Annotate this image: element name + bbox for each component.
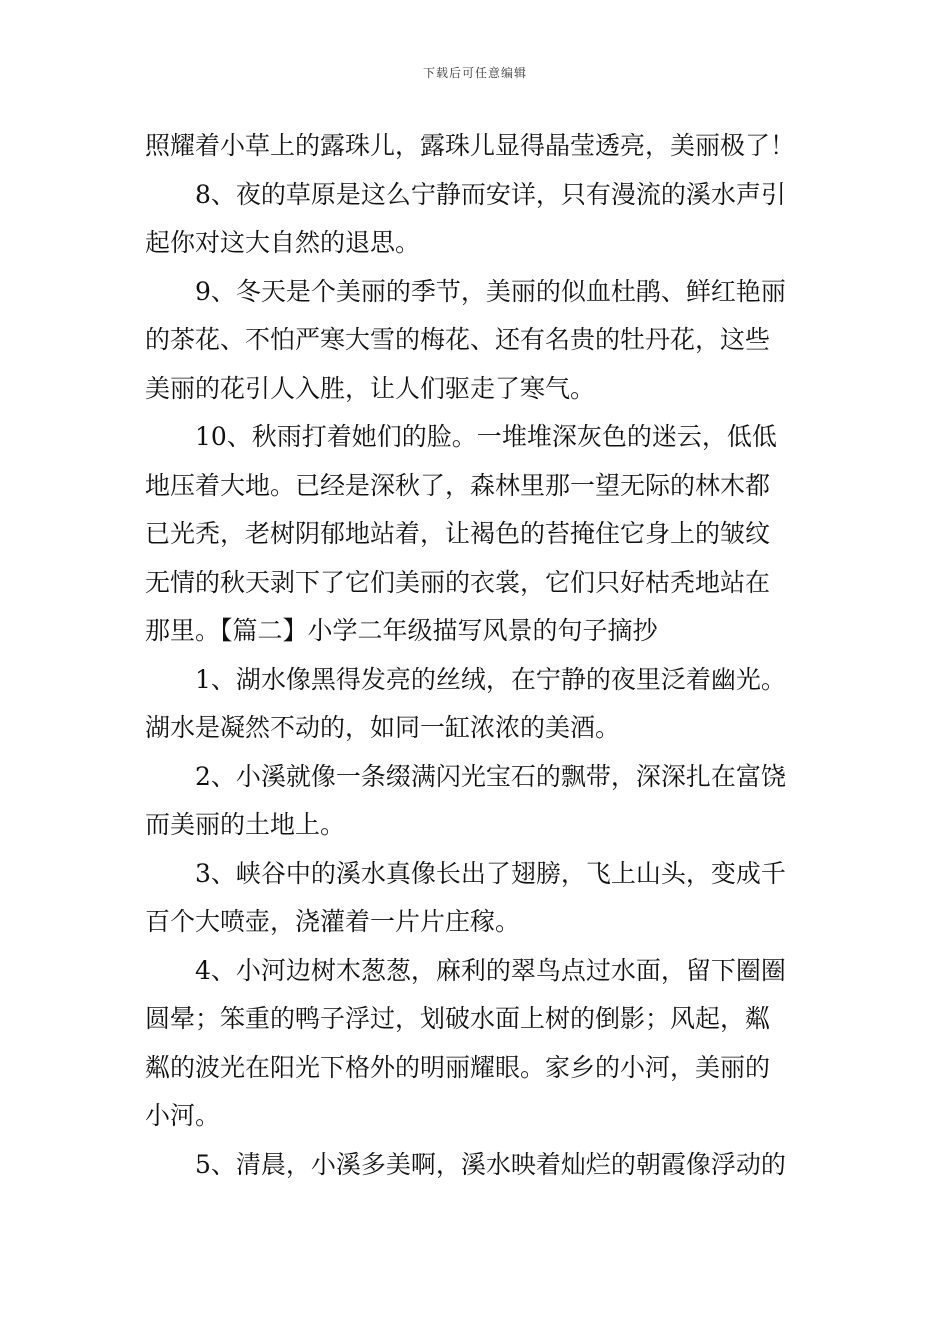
page-header: 下载后可任意编辑 — [422, 66, 527, 80]
text-line: 的茶花、不怕严寒大雪的梅花、还有名贵的牡丹花，这些 — [145, 325, 771, 354]
text-line: 那里。【篇二】小学二年级描写风景的句子摘抄 — [145, 616, 658, 645]
text-line: 圆晕；笨重的鸭子浮过，划破水面上树的倒影；风起，粼 — [145, 1004, 771, 1033]
text-line: 9、冬天是个美丽的季节，美丽的似血杜鹃、鲜红艳丽 — [195, 276, 786, 306]
text-line: 地压着大地。已经是深秋了，森林里那一望无际的林木都 — [145, 470, 771, 500]
text-line: 无情的秋天剥下了它们美丽的衣裳，它们只好枯秃地站在 — [145, 567, 771, 597]
text-line: 4、小河边树木葱葱，麻利的翠鸟点过水面，留下圈圈 — [195, 955, 786, 985]
text-line: 已光秃，老树阴郁地站着，让褐色的苔掩住它身上的皱纹 — [145, 519, 771, 548]
text-line: 1、湖水像黑得发亮的丝绒，在宁静的夜里泛着幽光。 — [195, 664, 786, 694]
text-line: 而美丽的土地上。 — [145, 810, 346, 839]
text-line: 照耀着小草上的露珠儿，露珠儿显得晶莹透亮，美丽极了！ — [145, 131, 796, 160]
text-line: 小河。 — [145, 1101, 221, 1130]
text-line: 百个大喷壶，浇灌着一片片庄稼。 — [145, 907, 521, 936]
text-line: 10、秋雨打着她们的脸。一堆堆深灰色的迷云，低低 — [195, 422, 777, 451]
document-body — [145, 122, 809, 1189]
text-line: 粼的波光在阳光下格外的明丽耀眼。家乡的小河，美丽的 — [145, 1052, 771, 1082]
text-line: 美丽的花引人入胜，让人们驱走了寒气。 — [145, 373, 596, 403]
text-line: 起你对这大自然的退思。 — [145, 228, 421, 257]
text-line: 5、清晨，小溪多美啊，溪水映着灿烂的朝霞像浮动的 — [195, 1149, 786, 1179]
text-line: 湖水是凝然不动的，如同一缸浓浓的美酒。 — [145, 713, 621, 742]
text-line: 3、峡谷中的溪水真像长出了翅膀，飞上山头，变成千 — [195, 858, 786, 888]
text-line: 2、小溪就像一条缀满闪光宝石的飘带，深深扎在富饶 — [195, 761, 786, 791]
text-line: 8、夜的草原是这么宁静而安详，只有漫流的溪水声引 — [195, 179, 786, 209]
